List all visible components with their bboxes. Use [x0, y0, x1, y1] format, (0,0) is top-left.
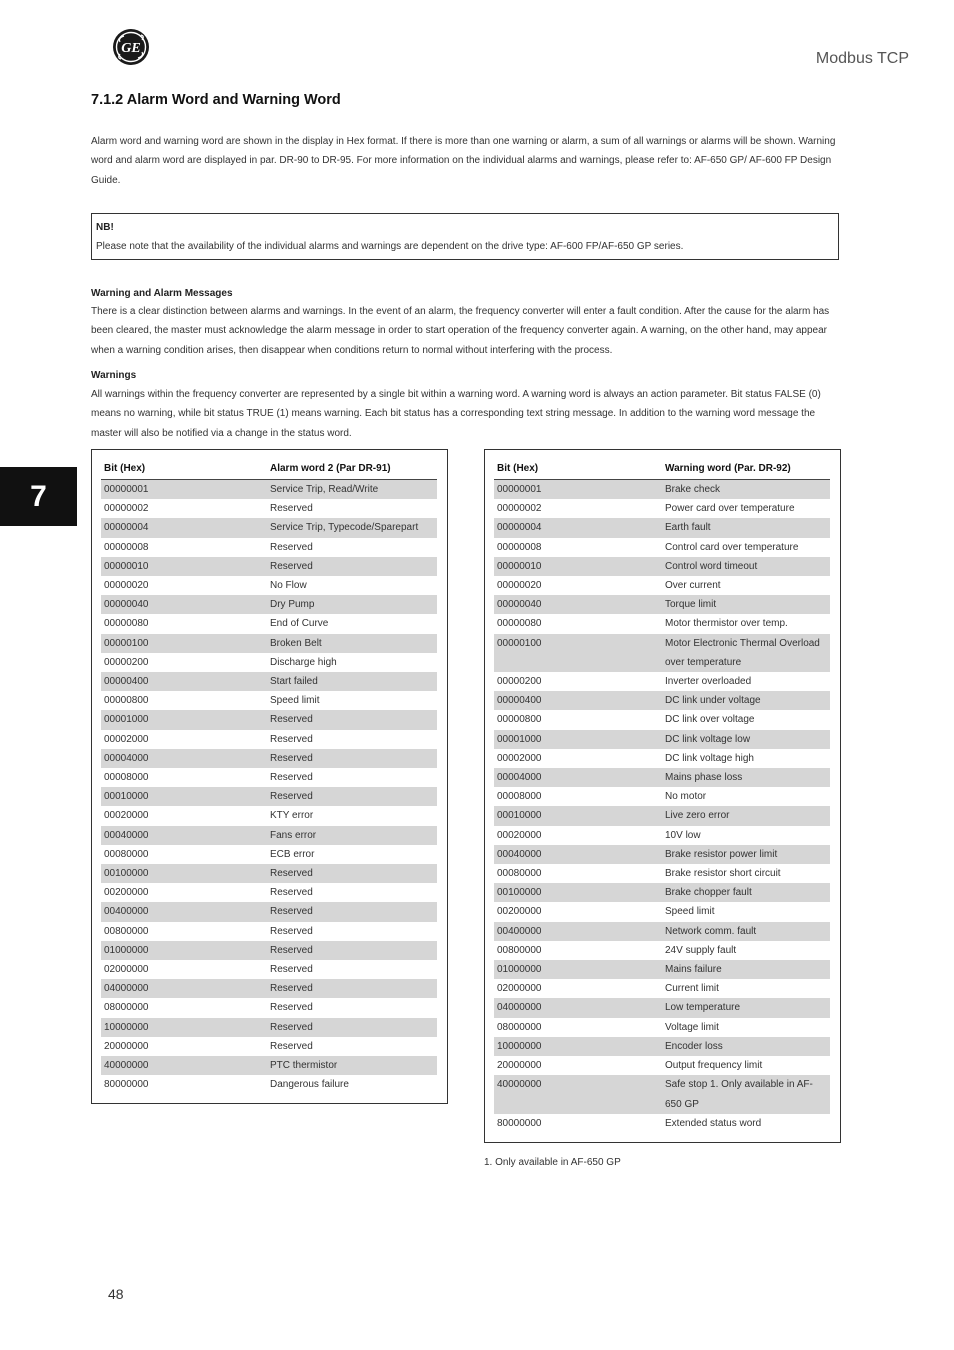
table-row	[101, 1037, 437, 1056]
description-cell: No motor	[665, 791, 707, 803]
bit-cell: 00010000	[101, 787, 267, 806]
running-header-section: Modbus TCP	[815, 50, 909, 67]
bit-cell: 00000080	[497, 618, 542, 630]
bit-cell: 00020000	[497, 829, 542, 841]
description-cell: DC link over voltage	[665, 714, 755, 726]
table-row	[494, 595, 830, 614]
table-row	[101, 576, 437, 595]
table-row	[101, 614, 437, 633]
description-cell: Mains phase loss	[662, 768, 830, 787]
bit-cell: 00000040	[494, 595, 662, 614]
description-cell: Reserved	[270, 1040, 313, 1052]
table-row	[494, 1037, 830, 1056]
bit-cell: 20000000	[104, 1040, 149, 1052]
table-row	[494, 576, 830, 595]
table-row	[494, 902, 830, 921]
description-cell: Brake check	[662, 480, 830, 500]
bit-cell: 00080000	[104, 848, 149, 860]
bit-cell: 08000000	[497, 1021, 542, 1033]
table-row	[494, 806, 830, 825]
description-cell: Reserved	[267, 902, 437, 921]
bit-cell: 00000010	[101, 557, 267, 576]
chapter-tab	[0, 467, 77, 526]
table-row	[494, 960, 830, 979]
description-cell: Dry Pump	[267, 595, 437, 614]
description-cell: Low temperature	[662, 998, 830, 1017]
table-row	[494, 922, 830, 941]
bit-cell: 00800000	[104, 925, 149, 937]
description-cell: Dangerous failure	[270, 1079, 349, 1091]
description-cell: 10V low	[665, 829, 701, 841]
bit-cell: 10000000	[101, 1018, 267, 1037]
bit-cell: 01000000	[101, 941, 267, 960]
bit-cell: 00000080	[104, 618, 149, 630]
table-row	[494, 768, 830, 787]
table-row	[494, 1018, 830, 1037]
table-row	[494, 634, 830, 672]
description-cell: KTY error	[270, 810, 314, 822]
bit-cell: 00040000	[494, 845, 662, 864]
description-cell: Brake resistor short circuit	[665, 868, 781, 880]
description-cell: Brake chopper fault	[662, 883, 830, 902]
bit-cell: 00000200	[104, 656, 149, 668]
description-cell: End of Curve	[270, 618, 329, 630]
bit-cell: 10000000	[494, 1037, 662, 1056]
table-row	[494, 845, 830, 864]
note-box	[91, 213, 839, 260]
bit-cell: 00000010	[494, 557, 662, 576]
warnings-heading: Warnings	[91, 370, 137, 381]
bit-cell: 00000100	[101, 634, 267, 653]
table-row	[101, 653, 437, 672]
bit-cell: 04000000	[101, 979, 267, 998]
table-row	[494, 1075, 830, 1113]
table-row	[101, 749, 437, 768]
messages-paragraph: There is a clear distinction between alarms and warnings. In the event of an alarm, the frequency converter will enter a fault condition. After the cause for the alarm has been cleared, the master must acknowledge the alarm message in order to start operation of the frequency converter again. A warning, on the other hand, may appear when a warning condition arises, then disappear when conditions return to normal without interfering with the process.	[91, 306, 830, 356]
bit-cell: 00000002	[497, 503, 542, 515]
description-cell: Voltage limit	[665, 1021, 719, 1033]
description-cell: Encoder loss	[662, 1037, 830, 1056]
table-header-row	[101, 458, 437, 480]
table-row	[494, 518, 830, 537]
description-cell: PTC thermistor	[267, 1056, 437, 1075]
bit-cell: 00200000	[104, 887, 149, 899]
bit-cell: 80000000	[497, 1117, 542, 1129]
warning-table-body	[494, 480, 830, 1133]
description-cell: DC link voltage low	[662, 730, 830, 749]
table-row	[101, 941, 437, 960]
bit-cell: 00000400	[494, 691, 662, 710]
description-cell: Torque limit	[662, 595, 830, 614]
table-row	[494, 730, 830, 749]
table-row	[101, 538, 437, 557]
description-cell: Service Trip, Read/Write	[267, 480, 437, 500]
bit-cell: 00000400	[101, 672, 267, 691]
bit-cell: 00004000	[494, 768, 662, 787]
description-cell: Speed limit	[665, 906, 715, 918]
bit-cell: 02000000	[104, 964, 149, 976]
description-cell: Reserved	[270, 925, 313, 937]
bit-cell: 00001000	[494, 730, 662, 749]
description-cell: Mains failure	[662, 960, 830, 979]
table-row	[101, 672, 437, 691]
table-row	[101, 1056, 437, 1075]
table-row	[101, 480, 437, 500]
description-cell: Fans error	[267, 826, 437, 845]
bit-cell: 00400000	[494, 922, 662, 941]
alarm-word-table	[91, 449, 448, 1104]
warning-word-table	[484, 449, 841, 1143]
description-cell: Earth fault	[662, 518, 830, 537]
description-cell: Over current	[665, 580, 721, 592]
description-cell: Live zero error	[662, 806, 830, 825]
bit-cell: 00000800	[497, 714, 542, 726]
column-header-bit: Bit (Hex)	[494, 458, 662, 480]
table-header-row	[494, 458, 830, 480]
bit-cell: 08000000	[104, 1002, 149, 1014]
description-cell: Reserved	[270, 772, 313, 784]
table-row	[494, 1056, 830, 1075]
description-cell: Brake resistor power limit	[662, 845, 830, 864]
page-number: 48	[108, 1286, 124, 1302]
description-cell: Reserved	[270, 1002, 313, 1014]
table-row	[494, 864, 830, 883]
alarm-table-body	[101, 480, 437, 1095]
description-cell: Reserved	[267, 1018, 437, 1037]
note-text: Please note that the availability of the individual alarms and warnings are dependent on the drive type: AF-600 FP/AF-650 GP series.	[96, 241, 684, 252]
table-row	[494, 941, 830, 960]
description-cell: Speed limit	[270, 695, 320, 707]
table-row	[101, 787, 437, 806]
table-row	[101, 998, 437, 1017]
description-cell: Power card over temperature	[665, 503, 795, 515]
table-row	[101, 979, 437, 998]
bit-cell: 00080000	[497, 868, 542, 880]
description-cell: Extended status word	[665, 1117, 762, 1129]
bit-cell: 00008000	[497, 791, 542, 803]
description-cell: Inverter overloaded	[665, 676, 752, 688]
bit-cell: 00000100	[494, 634, 662, 672]
description-cell: Reserved	[270, 733, 313, 745]
description-cell: ECB error	[270, 848, 315, 860]
table-row	[101, 710, 437, 729]
bit-cell: 00000002	[104, 503, 149, 515]
bit-cell: 00200000	[497, 906, 542, 918]
bit-cell: 00004000	[101, 749, 267, 768]
table-row	[101, 499, 437, 518]
table-row	[101, 691, 437, 710]
description-cell: Reserved	[267, 787, 437, 806]
table-row	[494, 749, 830, 768]
bit-cell: 04000000	[494, 998, 662, 1017]
description-cell: Broken Belt	[267, 634, 437, 653]
table-row	[494, 883, 830, 902]
table-row	[494, 1114, 830, 1133]
bit-cell: 00100000	[494, 883, 662, 902]
description-cell: Reserved	[267, 864, 437, 883]
table-row	[494, 979, 830, 998]
bit-cell: 20000000	[497, 1060, 542, 1072]
table-row	[101, 883, 437, 902]
bit-cell: 00002000	[497, 752, 542, 764]
chapter-number: 7	[30, 479, 47, 513]
description-cell: Service Trip, Typecode/Sparepart	[267, 518, 437, 537]
messages-heading: Warning and Alarm Messages	[91, 288, 233, 299]
description-cell: Discharge high	[270, 656, 337, 668]
table-row	[494, 998, 830, 1017]
column-header-bit: Bit (Hex)	[101, 458, 267, 480]
bit-cell: 00010000	[494, 806, 662, 825]
column-header-warning-word: Warning word (Par. DR-92)	[662, 458, 830, 480]
bit-cell: 00100000	[101, 864, 267, 883]
table-row	[101, 634, 437, 653]
table-row	[494, 538, 830, 557]
description-cell: Reserved	[267, 979, 437, 998]
table-row	[101, 768, 437, 787]
description-cell: DC link under voltage	[662, 691, 830, 710]
description-cell: Reserved	[270, 503, 313, 515]
bit-cell: 01000000	[494, 960, 662, 979]
section-heading: 7.1.2 Alarm Word and Warning Word	[91, 92, 341, 108]
bit-cell: 80000000	[104, 1079, 149, 1091]
description-cell: Reserved	[267, 749, 437, 768]
bit-cell: 40000000	[494, 1075, 662, 1113]
description-cell: Network comm. fault	[662, 922, 830, 941]
bit-cell: 00008000	[104, 772, 149, 784]
description-cell: Control word timeout	[662, 557, 830, 576]
bit-cell: 00800000	[497, 944, 542, 956]
description-cell: Reserved	[270, 887, 313, 899]
table-row	[101, 1018, 437, 1037]
bit-cell: 00000020	[497, 580, 542, 592]
description-cell: Current limit	[665, 983, 719, 995]
description-cell: Reserved	[267, 557, 437, 576]
table-row	[101, 730, 437, 749]
description-cell: Motor Electronic Thermal Overload over temperature	[662, 634, 830, 672]
table-row	[101, 960, 437, 979]
table-row	[494, 787, 830, 806]
description-cell: Reserved	[267, 710, 437, 729]
bit-cell: 00040000	[101, 826, 267, 845]
description-cell: Reserved	[267, 941, 437, 960]
bit-cell: 02000000	[497, 983, 542, 995]
bit-cell: 00000004	[101, 518, 267, 537]
description-cell: Safe stop 1. Only available in AF-650 GP	[662, 1075, 830, 1113]
table-row	[494, 672, 830, 691]
bit-cell: 00000008	[104, 541, 149, 553]
table-row	[101, 826, 437, 845]
bit-cell: 00001000	[101, 710, 267, 729]
bit-cell: 00000001	[494, 480, 662, 500]
column-header-alarm-word: Alarm word 2 (Par DR-91)	[267, 458, 437, 480]
bit-cell: 00000008	[497, 541, 542, 553]
description-cell: Reserved	[270, 541, 313, 553]
bit-cell: 00000001	[101, 480, 267, 500]
table-row	[494, 480, 830, 500]
description-cell: 24V supply fault	[665, 944, 737, 956]
table-row	[494, 499, 830, 518]
footnote: 1. Only available in AF-650 GP	[484, 1157, 621, 1168]
table-row	[101, 864, 437, 883]
bit-cell: 00000200	[497, 676, 542, 688]
bit-cell: 00400000	[101, 902, 267, 921]
table-row	[101, 806, 437, 825]
table-row	[494, 826, 830, 845]
bit-cell: 40000000	[101, 1056, 267, 1075]
intro-paragraph: Alarm word and warning word are shown in the display in Hex format. If there is more than one warning or alarm, a sum of all warnings or alarms will be shown. Warning word and alarm word are displayed in par. DR-90 to DR-95. For more information on the individual alarms and warnings, please refer to: AF-650 GP/ AF-600 FP Design Guide.	[91, 136, 836, 186]
description-cell: DC link voltage high	[665, 752, 754, 764]
table-row	[494, 614, 830, 633]
table-row	[101, 922, 437, 941]
bit-cell: 00000800	[104, 695, 149, 707]
table-row	[101, 557, 437, 576]
warnings-paragraph: All warnings within the frequency converter are represented by a single bit within a warning word. A warning word is always an action parameter. Bit status FALSE (0) means no warning, while bit status TRUE (1) means warning. Each bit status has a corresponding text string message. In addition to the warning word message the master will also be notified via a change in the status word.	[91, 389, 821, 439]
table-row	[494, 691, 830, 710]
bit-cell: 00000020	[104, 580, 149, 592]
table-row	[101, 845, 437, 864]
description-cell: Motor thermistor over temp.	[665, 618, 788, 630]
table-row	[101, 518, 437, 537]
description-cell: Control card over temperature	[665, 541, 799, 553]
ge-logo	[112, 28, 150, 66]
description-cell: Start failed	[267, 672, 437, 691]
table-row	[494, 710, 830, 729]
bit-cell: 00000004	[494, 518, 662, 537]
table-row	[101, 1075, 437, 1094]
description-cell: Output frequency limit	[665, 1060, 763, 1072]
table-row	[101, 902, 437, 921]
description-cell: Reserved	[270, 964, 313, 976]
svg-text:GE: GE	[121, 41, 141, 56]
bit-cell: 00002000	[104, 733, 149, 745]
description-cell: No Flow	[270, 580, 307, 592]
bit-cell: 00020000	[104, 810, 149, 822]
note-title: NB!	[96, 222, 114, 233]
bit-cell: 00000040	[101, 595, 267, 614]
table-row	[494, 557, 830, 576]
table-row	[101, 595, 437, 614]
